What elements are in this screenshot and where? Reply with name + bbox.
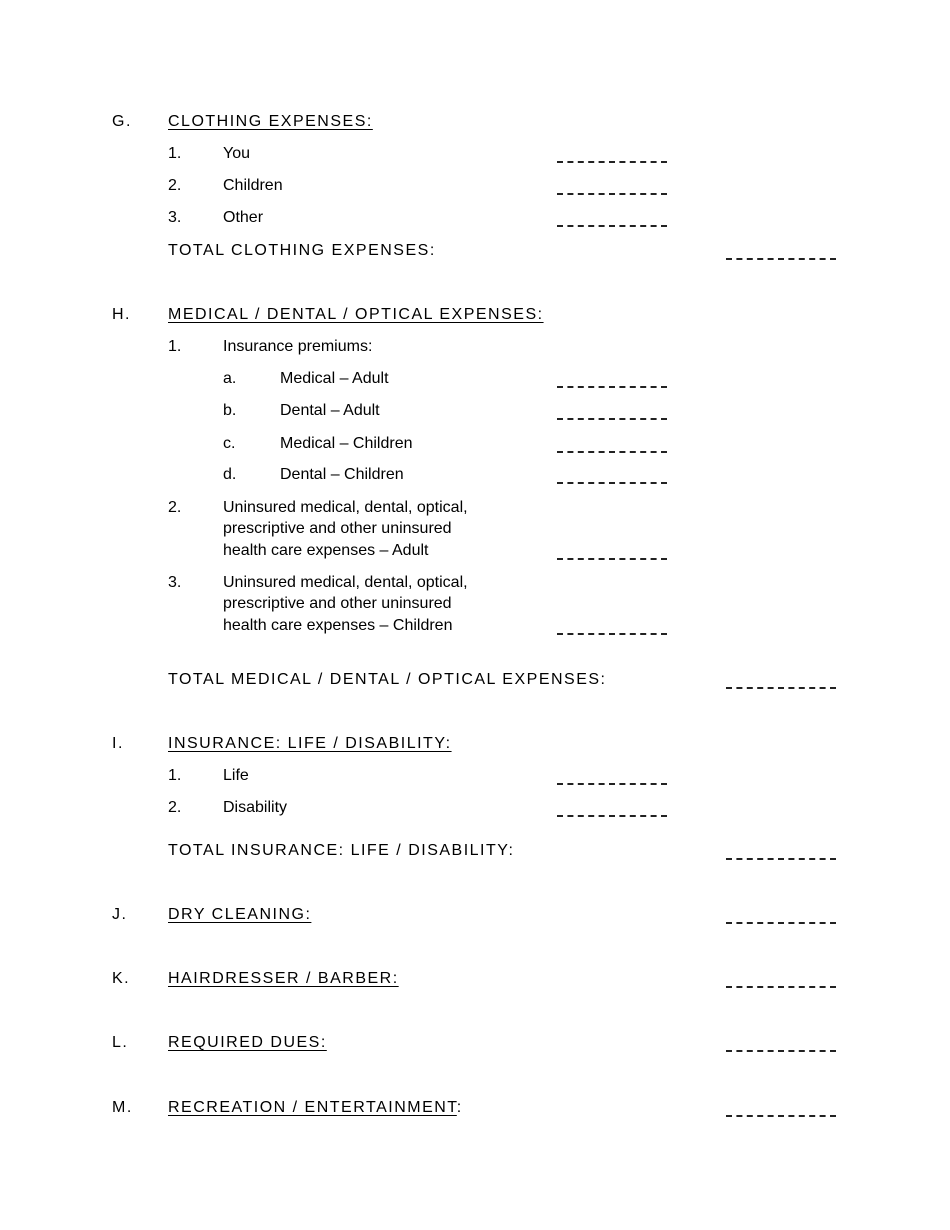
section-letter-l: L. xyxy=(112,1034,129,1051)
item-number: 3. xyxy=(168,574,182,591)
item-label-children: Children xyxy=(223,177,283,194)
recreation-heading xyxy=(168,1099,463,1117)
uninsured-children-line: health care expenses – Children xyxy=(223,617,453,634)
item-number: 1. xyxy=(168,145,182,162)
dental-adult-label: Dental – Adult xyxy=(280,402,380,419)
uninsured-children-amount-blank[interactable] xyxy=(557,627,667,635)
life-label: Life xyxy=(223,767,249,784)
uninsured-adult-amount-blank[interactable] xyxy=(557,552,667,560)
item-number: 2. xyxy=(168,799,182,816)
medical-adult-amount-blank[interactable] xyxy=(557,380,667,388)
item-number: 3. xyxy=(168,209,182,226)
item-number: 1. xyxy=(168,338,182,355)
dry-cleaning-amount-blank[interactable] xyxy=(726,916,836,924)
total-medical-amount-blank[interactable] xyxy=(726,681,836,689)
required-dues-amount-blank[interactable] xyxy=(726,1044,836,1052)
subitem-letter: b. xyxy=(223,402,237,419)
medical-adult-label: Medical – Adult xyxy=(280,370,389,387)
clothing-other-amount-blank[interactable] xyxy=(557,219,667,227)
clothing-children-amount-blank[interactable] xyxy=(557,187,667,195)
section-letter-j: J. xyxy=(112,906,128,923)
uninsured-children-line: prescriptive and other uninsured xyxy=(223,595,452,612)
subitem-letter: d. xyxy=(223,466,237,483)
recreation-heading-text: RECREATION / ENTERTAINMENT xyxy=(168,1099,457,1116)
hairdresser-barber-heading: HAIRDRESSER / BARBER: xyxy=(168,970,399,987)
insurance-premiums-label: Insurance premiums: xyxy=(223,338,373,355)
item-label-other: Other xyxy=(223,209,264,226)
medical-expenses-heading: MEDICAL / DENTAL / OPTICAL EXPENSES: xyxy=(168,306,544,323)
dental-children-label: Dental – Children xyxy=(280,466,404,483)
item-number: 2. xyxy=(168,177,182,194)
insurance-life-disability-heading: INSURANCE: LIFE / DISABILITY: xyxy=(168,735,452,752)
subitem-letter: c. xyxy=(223,435,236,452)
item-number: 2. xyxy=(168,499,182,516)
subitem-letter: a. xyxy=(223,370,237,387)
section-letter-i: I. xyxy=(112,735,124,752)
uninsured-adult-line: Uninsured medical, dental, optical, xyxy=(223,499,468,516)
medical-children-amount-blank[interactable] xyxy=(557,445,667,453)
disability-amount-blank[interactable] xyxy=(557,809,667,817)
item-number: 1. xyxy=(168,767,182,784)
dental-children-amount-blank[interactable] xyxy=(557,476,667,484)
total-clothing-amount-blank[interactable] xyxy=(726,252,836,260)
total-insurance-label: TOTAL INSURANCE: LIFE / DISABILITY: xyxy=(168,842,515,859)
recreation-heading-colon: : xyxy=(456,1099,463,1116)
disability-label: Disability xyxy=(223,799,288,816)
item-label-you: You xyxy=(223,145,250,162)
required-dues-heading: REQUIRED DUES: xyxy=(168,1034,327,1051)
section-letter-h: H. xyxy=(112,306,131,323)
medical-children-label: Medical – Children xyxy=(280,435,413,452)
section-letter-m: M. xyxy=(112,1099,133,1116)
total-insurance-amount-blank[interactable] xyxy=(726,852,836,860)
life-amount-blank[interactable] xyxy=(557,777,667,785)
section-letter-g: G. xyxy=(112,113,132,130)
clothing-expenses-heading: CLOTHING EXPENSES: xyxy=(168,113,373,130)
section-letter-k: K. xyxy=(112,970,131,987)
total-clothing-label: TOTAL CLOTHING EXPENSES: xyxy=(168,242,436,259)
dry-cleaning-heading: DRY CLEANING: xyxy=(168,906,312,923)
total-medical-label: TOTAL MEDICAL / DENTAL / OPTICAL EXPENSES: xyxy=(168,671,607,688)
uninsured-children-line: Uninsured medical, dental, optical, xyxy=(223,574,468,591)
uninsured-adult-line: prescriptive and other uninsured xyxy=(223,520,452,537)
hairdresser-amount-blank[interactable] xyxy=(726,980,836,988)
uninsured-adult-line: health care expenses – Adult xyxy=(223,542,429,559)
dental-adult-amount-blank[interactable] xyxy=(557,412,667,420)
clothing-you-amount-blank[interactable] xyxy=(557,155,667,163)
recreation-amount-blank[interactable] xyxy=(726,1109,836,1117)
